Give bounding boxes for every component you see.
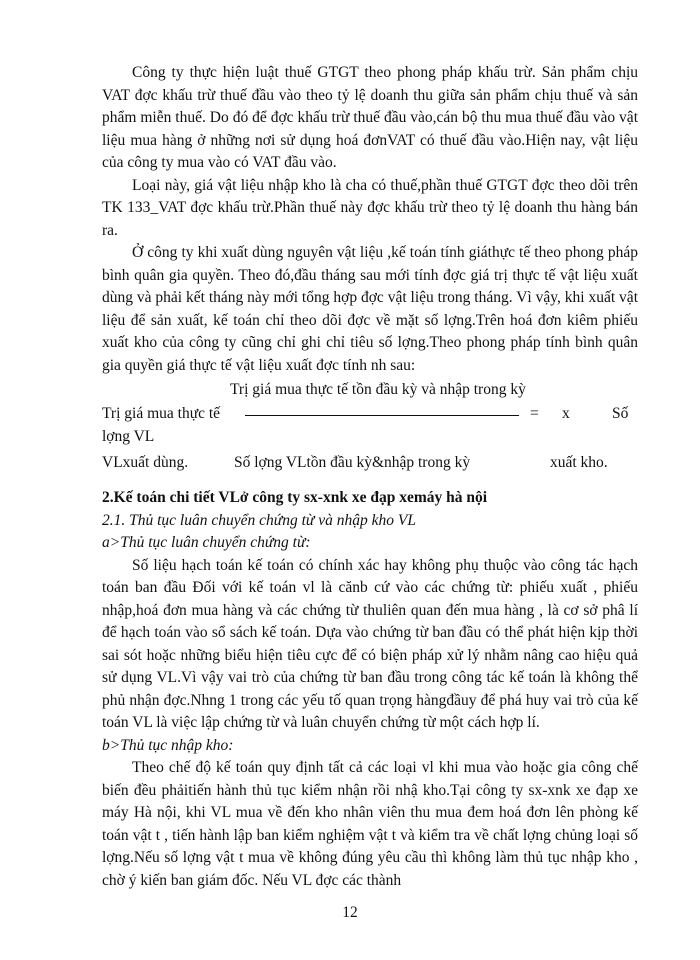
formula-denominator: Số lợng VLtồn đầu kỳ&nhập trong kỳ: [234, 454, 471, 471]
formula-numerator: Trị giá mua thực tế tồn đầu kỳ và nhập trong kỳ: [230, 381, 526, 398]
paragraph-vat-method: Công ty thực hiện luật thuế GTGT theo phong pháp khấu trừ. Sản phẩm chịu VAT đợc khấu trừ thuế đầu vào theo tỷ lệ doanh thu giữa sản phẩm chịu thuế và sản phẩm miễn thuế. Do đó để đợc khấu trừ thuế đầu vào,cán bộ thu mua thuế đầu vào vật liệu mua hàng ở những nơi sử dụng hoá đơnVAT có thuế đầu vào.Hiện nay, vật liệu của công ty mua vào có VAT đầu vào.: [102, 64, 638, 171]
formula-bottom-left: VLxuất dùng.: [102, 454, 189, 471]
paragraph-weighted-average: Ở công ty khi xuất dùng nguyên vật liệu ,kế toán tính giáthực tế theo phong pháp bình quân gia quyền. Theo đó,đầu tháng sau mới tính đợc giá trị thực tế vật liệu xuất dùng và phải kết tháng này mới tổng hợp đợc vật liệu trong tháng. Vì vậy, khi xuất vật liệu để sản xuất, kế toán chỉ theo dõi đợc về mặt số lợng.Trên hoá đơn kiêm phiếu xuất kho của công ty cũng chỉ ghi chỉ tiêu số lợng.Theo phong pháp tính bình quân gia quyền giá thực tế vật liệu xuất đợc tính nh sau:: [102, 244, 638, 374]
formula-left-label: Trị giá mua thực tế: [102, 405, 221, 422]
formula-fraction-line: [245, 415, 519, 416]
weighted-average-formula: [102, 379, 638, 477]
paragraph-document-flow: Số liệu hạch toán kế toán có chính xác hay không phụ thuộc vào công tác hạch toán ban đầu Đối với kế toán vl là cănb cứ vào các chứng từ: phiếu xuất , phiếu nhập,hoá đơn mua hàng và các chứng từ thuliên quan đến mua hàng , là cơ sở phâ lí để hạch toán vào sổ sách kế toán. Dựa vào chứng từ ban đầu có thể phát hiện kịp thời sai sót hoặc những biểu hiện tiêu cực để có biện pháp xử lý nhằm nâng cao hiệu quả sử dụng VL.Vì vậy vai trò của chứng từ ban đầu trong công tác kế toán là không thể phủ nhận đợc.Nhng 1 trong các yếu tố quan trọng hàngđầuy để phá huy vai trò của kế toán VL là việc lập chứng từ và luân chuyển chứng từ một cách hợp lí.: [102, 556, 638, 731]
formula-times: x: [562, 405, 570, 422]
section-heading: 2.Kế toán chi tiết VLở công ty sx-xnk xe đạp xemáy hà nội: [102, 489, 488, 506]
sub-heading-warehouse-receipt: b>Thủ tục nhập kho:: [102, 736, 234, 754]
formula-bottom-right: xuất kho.: [550, 454, 608, 471]
sub-heading-procedures: 2.1. Thủ tục luân chuyển chứng từ và nhập kho VL: [102, 511, 416, 529]
formula-right-label: Số: [612, 405, 629, 422]
paragraph-import-price: Loại này, giá vật liệu nhập kho là cha có thuế,phần thuế GTGT đợc theo dõi trên TK 133_VAT đợc khấu trừ.Phần thuế này đợc khấu trừ theo tỷ lệ doanh thu hàng bán ra.: [102, 176, 638, 239]
page-number: 12: [342, 904, 358, 921]
sub-heading-document-flow: a>Thủ tục luân chuyển chứng từ:: [102, 534, 311, 551]
document-body: [102, 62, 638, 892]
formula-left-label-2: lợng VL: [102, 428, 155, 445]
paragraph-warehouse-receipt: Theo chế độ kế toán quy định tất cả các loại vl khi mua vào hoặc gia công chế biến đều phảitiến hành thủ tục kiểm nhận rồi nhậ kho.Tại công ty sx-xnk xe đạp xe máy Hà nội, khi VL mua về đến kho nhân viên thu mua đem hoá đơn lên phòng kế toán vật t , tiến hành lập ban kiểm nghiệm vật t và kiểm tra về chất lợng chủng loại số lợng.Nếu số lợng vật t mua về không đúng yêu cầu thì không làm thủ tục nhập kho , chờ ý kiến ban giám đốc. Nếu VL đợc các thành: [102, 759, 638, 889]
formula-equals: =: [530, 405, 539, 422]
